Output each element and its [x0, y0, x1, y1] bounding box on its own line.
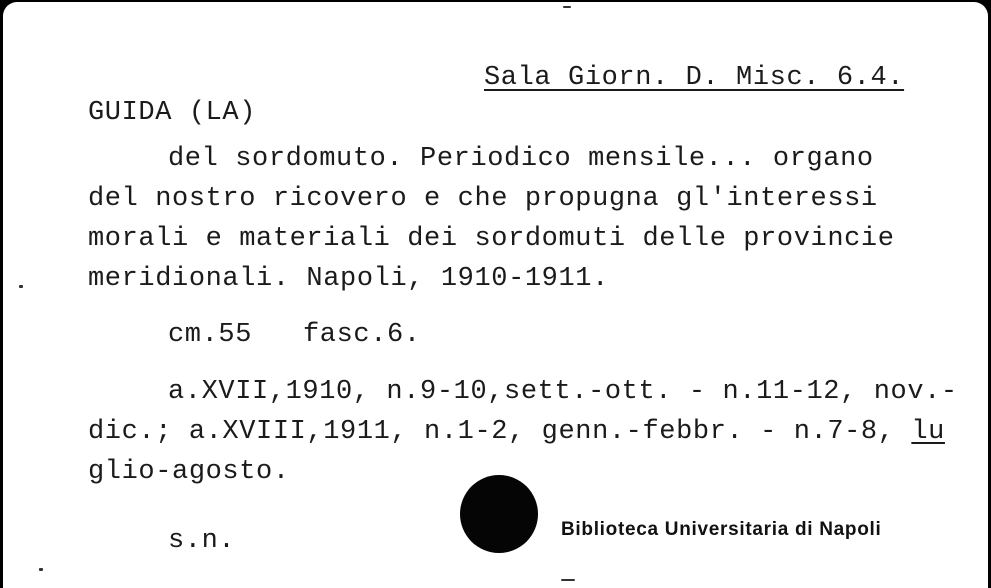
speck — [19, 285, 23, 288]
description-line: del nostro ricovero e che propugna gl'interessi — [88, 184, 878, 214]
holdings-line: glio-agosto. — [88, 457, 290, 487]
holdings-line — [88, 413, 945, 451]
speck — [561, 579, 575, 581]
holdings-text: dic.; a.XVIII,1911, n.1-2, genn.-febbr. - n.7-8, — [88, 417, 912, 447]
holdings-line: a.XVII,1910, n.9-10,sett.-ott. - n.11-12, nov.- — [168, 377, 958, 407]
speck — [563, 6, 571, 8]
publisher-note: s.n. — [168, 526, 236, 556]
holdings-underlined: lu — [911, 417, 945, 447]
speck — [39, 568, 43, 571]
library-stamp-label: Biblioteca Universitaria di Napoli — [561, 519, 882, 540]
shelfmark: Sala Giorn. D. Misc. 6.4. — [484, 63, 905, 93]
library-stamp-dot — [460, 475, 538, 553]
catalog-card — [3, 2, 988, 588]
description-line: del sordomuto. Periodico mensile... organo — [168, 144, 874, 174]
title-heading: GUIDA (LA) — [88, 98, 257, 128]
description-line: morali e materiali dei sordomuti delle provincie — [88, 224, 895, 254]
size-note: cm.55 — [168, 320, 253, 350]
fascicle-count: fasc.6. — [303, 320, 421, 350]
description-line: meridionali. Napoli, 1910-1911. — [88, 264, 609, 294]
